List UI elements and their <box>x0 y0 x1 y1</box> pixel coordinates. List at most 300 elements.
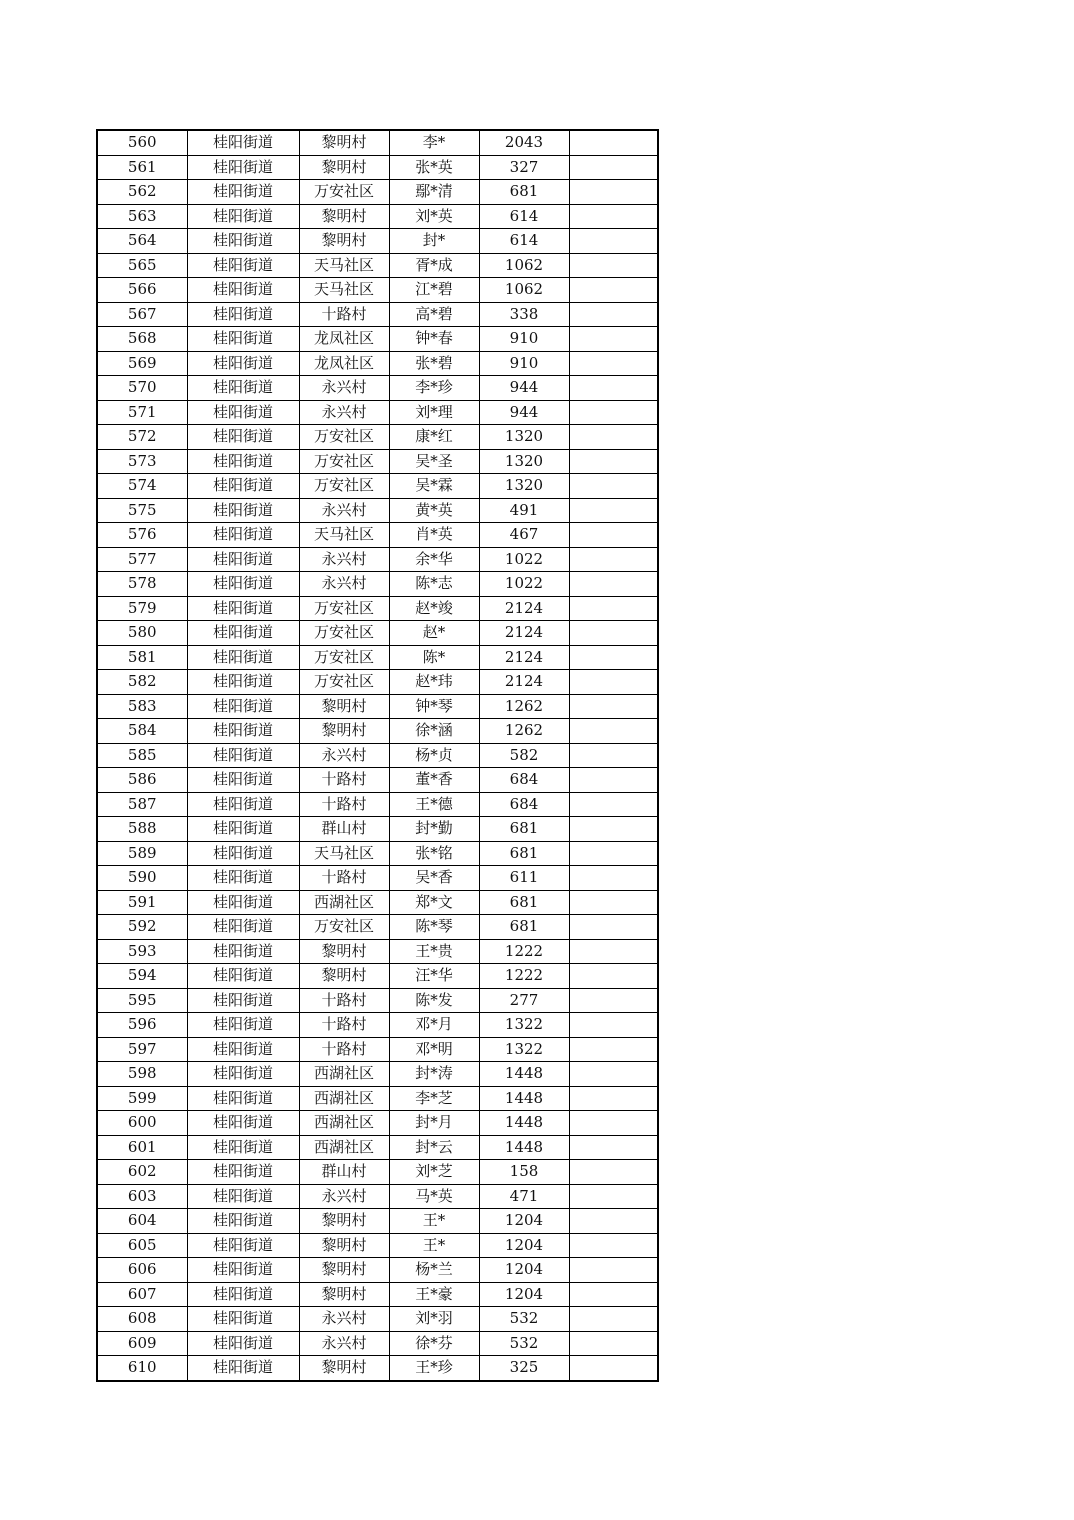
village-cell: 万安社区 <box>299 670 389 695</box>
serial-number-cell: 597 <box>97 1037 187 1062</box>
table-row <box>97 130 658 155</box>
village-cell: 黎明村 <box>299 964 389 989</box>
amount-cell: 1322 <box>479 1037 569 1062</box>
amount-cell: 1448 <box>479 1111 569 1136</box>
amount-cell: 471 <box>479 1184 569 1209</box>
name-cell: 赵*玮 <box>389 670 479 695</box>
amount-cell: 1320 <box>479 474 569 499</box>
village-cell: 万安社区 <box>299 915 389 940</box>
note-cell <box>569 670 658 695</box>
street-cell: 桂阳街道 <box>187 572 299 597</box>
serial-number-cell: 589 <box>97 841 187 866</box>
table-row <box>97 817 658 842</box>
village-cell: 黎明村 <box>299 1233 389 1258</box>
note-cell <box>569 1356 658 1381</box>
village-cell: 黎明村 <box>299 694 389 719</box>
serial-number-cell: 564 <box>97 229 187 254</box>
village-cell: 十路村 <box>299 792 389 817</box>
note-cell <box>569 939 658 964</box>
village-cell: 永兴村 <box>299 400 389 425</box>
amount-cell: 2124 <box>479 670 569 695</box>
village-cell: 天马社区 <box>299 278 389 303</box>
serial-number-cell: 581 <box>97 645 187 670</box>
amount-cell: 1448 <box>479 1086 569 1111</box>
serial-number-cell: 584 <box>97 719 187 744</box>
amount-cell: 910 <box>479 351 569 376</box>
village-cell: 万安社区 <box>299 621 389 646</box>
street-cell: 桂阳街道 <box>187 229 299 254</box>
village-cell: 永兴村 <box>299 376 389 401</box>
note-cell <box>569 915 658 940</box>
name-cell: 徐*芬 <box>389 1331 479 1356</box>
serial-number-cell: 603 <box>97 1184 187 1209</box>
note-cell <box>569 327 658 352</box>
serial-number-cell: 569 <box>97 351 187 376</box>
village-cell: 永兴村 <box>299 1184 389 1209</box>
serial-number-cell: 574 <box>97 474 187 499</box>
street-cell: 桂阳街道 <box>187 645 299 670</box>
village-cell: 黎明村 <box>299 1258 389 1283</box>
table-row <box>97 1184 658 1209</box>
note-cell <box>569 351 658 376</box>
table-row <box>97 645 658 670</box>
village-cell: 龙凤社区 <box>299 327 389 352</box>
table-row <box>97 890 658 915</box>
table-row <box>97 572 658 597</box>
table-row <box>97 1160 658 1185</box>
name-cell: 邓*月 <box>389 1013 479 1038</box>
amount-cell: 327 <box>479 155 569 180</box>
serial-number-cell: 594 <box>97 964 187 989</box>
note-cell <box>569 743 658 768</box>
name-cell: 李*芝 <box>389 1086 479 1111</box>
note-cell <box>569 498 658 523</box>
note-cell <box>569 1135 658 1160</box>
note-cell <box>569 130 658 155</box>
amount-cell: 1204 <box>479 1233 569 1258</box>
note-cell <box>569 1233 658 1258</box>
street-cell: 桂阳街道 <box>187 351 299 376</box>
table-row <box>97 694 658 719</box>
village-cell: 十路村 <box>299 1037 389 1062</box>
note-cell <box>569 1184 658 1209</box>
table-row <box>97 596 658 621</box>
name-cell: 赵* <box>389 621 479 646</box>
amount-cell: 338 <box>479 302 569 327</box>
data-table <box>96 129 659 1382</box>
note-cell <box>569 229 658 254</box>
amount-cell: 614 <box>479 204 569 229</box>
name-cell: 王*珍 <box>389 1356 479 1381</box>
table-row <box>97 229 658 254</box>
amount-cell: 1204 <box>479 1209 569 1234</box>
note-cell <box>569 1086 658 1111</box>
amount-cell: 614 <box>479 229 569 254</box>
street-cell: 桂阳街道 <box>187 964 299 989</box>
name-cell: 封*勤 <box>389 817 479 842</box>
street-cell: 桂阳街道 <box>187 817 299 842</box>
table-row <box>97 841 658 866</box>
note-cell <box>569 302 658 327</box>
amount-cell: 1062 <box>479 278 569 303</box>
amount-cell: 1222 <box>479 964 569 989</box>
name-cell: 郑*文 <box>389 890 479 915</box>
serial-number-cell: 567 <box>97 302 187 327</box>
name-cell: 封*涛 <box>389 1062 479 1087</box>
note-cell <box>569 523 658 548</box>
table-row <box>97 1233 658 1258</box>
note-cell <box>569 890 658 915</box>
amount-cell: 681 <box>479 890 569 915</box>
serial-number-cell: 583 <box>97 694 187 719</box>
table-row <box>97 621 658 646</box>
note-cell <box>569 841 658 866</box>
street-cell: 桂阳街道 <box>187 1160 299 1185</box>
note-cell <box>569 1282 658 1307</box>
name-cell: 刘*羽 <box>389 1307 479 1332</box>
village-cell: 西湖社区 <box>299 1062 389 1087</box>
street-cell: 桂阳街道 <box>187 792 299 817</box>
name-cell: 黄*英 <box>389 498 479 523</box>
village-cell: 黎明村 <box>299 204 389 229</box>
serial-number-cell: 593 <box>97 939 187 964</box>
name-cell: 邓*明 <box>389 1037 479 1062</box>
street-cell: 桂阳街道 <box>187 1037 299 1062</box>
name-cell: 徐*涵 <box>389 719 479 744</box>
village-cell: 西湖社区 <box>299 1135 389 1160</box>
amount-cell: 944 <box>479 400 569 425</box>
table-row <box>97 964 658 989</box>
table-row <box>97 1086 658 1111</box>
table-row <box>97 743 658 768</box>
note-cell <box>569 1037 658 1062</box>
street-cell: 桂阳街道 <box>187 498 299 523</box>
street-cell: 桂阳街道 <box>187 547 299 572</box>
village-cell: 十路村 <box>299 302 389 327</box>
village-cell: 黎明村 <box>299 939 389 964</box>
serial-number-cell: 599 <box>97 1086 187 1111</box>
note-cell <box>569 1209 658 1234</box>
note-cell <box>569 1062 658 1087</box>
amount-cell: 582 <box>479 743 569 768</box>
street-cell: 桂阳街道 <box>187 253 299 278</box>
name-cell: 胥*成 <box>389 253 479 278</box>
note-cell <box>569 988 658 1013</box>
street-cell: 桂阳街道 <box>187 621 299 646</box>
amount-cell: 1022 <box>479 572 569 597</box>
street-cell: 桂阳街道 <box>187 719 299 744</box>
street-cell: 桂阳街道 <box>187 1086 299 1111</box>
amount-cell: 491 <box>479 498 569 523</box>
name-cell: 钟*琴 <box>389 694 479 719</box>
table-row <box>97 1258 658 1283</box>
table-row <box>97 1356 658 1381</box>
name-cell: 封*月 <box>389 1111 479 1136</box>
serial-number-cell: 579 <box>97 596 187 621</box>
table-row <box>97 376 658 401</box>
amount-cell: 277 <box>479 988 569 1013</box>
table-row <box>97 1331 658 1356</box>
serial-number-cell: 586 <box>97 768 187 793</box>
street-cell: 桂阳街道 <box>187 449 299 474</box>
name-cell: 高*碧 <box>389 302 479 327</box>
street-cell: 桂阳街道 <box>187 1258 299 1283</box>
street-cell: 桂阳街道 <box>187 1209 299 1234</box>
amount-cell: 910 <box>479 327 569 352</box>
note-cell <box>569 376 658 401</box>
note-cell <box>569 204 658 229</box>
amount-cell: 1320 <box>479 425 569 450</box>
serial-number-cell: 566 <box>97 278 187 303</box>
amount-cell: 1262 <box>479 694 569 719</box>
table-row <box>97 253 658 278</box>
name-cell: 江*碧 <box>389 278 479 303</box>
serial-number-cell: 571 <box>97 400 187 425</box>
village-cell: 黎明村 <box>299 229 389 254</box>
serial-number-cell: 595 <box>97 988 187 1013</box>
name-cell: 李*珍 <box>389 376 479 401</box>
serial-number-cell: 562 <box>97 180 187 205</box>
street-cell: 桂阳街道 <box>187 1331 299 1356</box>
serial-number-cell: 592 <box>97 915 187 940</box>
table-row <box>97 670 658 695</box>
street-cell: 桂阳街道 <box>187 1184 299 1209</box>
name-cell: 陈*志 <box>389 572 479 597</box>
street-cell: 桂阳街道 <box>187 768 299 793</box>
note-cell <box>569 547 658 572</box>
amount-cell: 1322 <box>479 1013 569 1038</box>
street-cell: 桂阳街道 <box>187 425 299 450</box>
village-cell: 西湖社区 <box>299 1111 389 1136</box>
village-cell: 黎明村 <box>299 155 389 180</box>
table-row <box>97 988 658 1013</box>
note-cell <box>569 1331 658 1356</box>
serial-number-cell: 563 <box>97 204 187 229</box>
amount-cell: 684 <box>479 792 569 817</box>
name-cell: 吴*香 <box>389 866 479 891</box>
amount-cell: 1204 <box>479 1282 569 1307</box>
village-cell: 永兴村 <box>299 572 389 597</box>
street-cell: 桂阳街道 <box>187 327 299 352</box>
street-cell: 桂阳街道 <box>187 988 299 1013</box>
serial-number-cell: 582 <box>97 670 187 695</box>
serial-number-cell: 578 <box>97 572 187 597</box>
amount-cell: 681 <box>479 817 569 842</box>
serial-number-cell: 608 <box>97 1307 187 1332</box>
table-row <box>97 1282 658 1307</box>
serial-number-cell: 560 <box>97 130 187 155</box>
village-cell: 西湖社区 <box>299 1086 389 1111</box>
amount-cell: 1222 <box>479 939 569 964</box>
village-cell: 十路村 <box>299 988 389 1013</box>
amount-cell: 2124 <box>479 621 569 646</box>
table-row <box>97 792 658 817</box>
street-cell: 桂阳街道 <box>187 1282 299 1307</box>
serial-number-cell: 602 <box>97 1160 187 1185</box>
note-cell <box>569 866 658 891</box>
village-cell: 黎明村 <box>299 1209 389 1234</box>
village-cell: 万安社区 <box>299 645 389 670</box>
street-cell: 桂阳街道 <box>187 743 299 768</box>
amount-cell: 681 <box>479 180 569 205</box>
street-cell: 桂阳街道 <box>187 1356 299 1381</box>
name-cell: 杨*贞 <box>389 743 479 768</box>
serial-number-cell: 570 <box>97 376 187 401</box>
table-row <box>97 1307 658 1332</box>
amount-cell: 1062 <box>479 253 569 278</box>
street-cell: 桂阳街道 <box>187 841 299 866</box>
table-row <box>97 768 658 793</box>
name-cell: 张*英 <box>389 155 479 180</box>
amount-cell: 681 <box>479 915 569 940</box>
name-cell: 赵*竣 <box>389 596 479 621</box>
village-cell: 十路村 <box>299 866 389 891</box>
amount-cell: 325 <box>479 1356 569 1381</box>
serial-number-cell: 606 <box>97 1258 187 1283</box>
table-row <box>97 425 658 450</box>
note-cell <box>569 1160 658 1185</box>
table-row <box>97 1037 658 1062</box>
serial-number-cell: 590 <box>97 866 187 891</box>
table-row <box>97 180 658 205</box>
village-cell: 永兴村 <box>299 1307 389 1332</box>
serial-number-cell: 572 <box>97 425 187 450</box>
table-row <box>97 1209 658 1234</box>
serial-number-cell: 600 <box>97 1111 187 1136</box>
note-cell <box>569 792 658 817</box>
note-cell <box>569 425 658 450</box>
table-row <box>97 915 658 940</box>
note-cell <box>569 719 658 744</box>
table-row <box>97 474 658 499</box>
name-cell: 董*香 <box>389 768 479 793</box>
table-row <box>97 400 658 425</box>
note-cell <box>569 400 658 425</box>
table-row <box>97 204 658 229</box>
table-row <box>97 547 658 572</box>
village-cell: 黎明村 <box>299 1356 389 1381</box>
village-cell: 永兴村 <box>299 547 389 572</box>
serial-number-cell: 575 <box>97 498 187 523</box>
amount-cell: 2043 <box>479 130 569 155</box>
amount-cell: 1448 <box>479 1062 569 1087</box>
street-cell: 桂阳街道 <box>187 670 299 695</box>
village-cell: 永兴村 <box>299 498 389 523</box>
amount-cell: 2124 <box>479 645 569 670</box>
serial-number-cell: 568 <box>97 327 187 352</box>
note-cell <box>569 694 658 719</box>
village-cell: 永兴村 <box>299 743 389 768</box>
note-cell <box>569 278 658 303</box>
name-cell: 康*红 <box>389 425 479 450</box>
street-cell: 桂阳街道 <box>187 1135 299 1160</box>
amount-cell: 1022 <box>479 547 569 572</box>
street-cell: 桂阳街道 <box>187 866 299 891</box>
name-cell: 肖*英 <box>389 523 479 548</box>
name-cell: 汪*华 <box>389 964 479 989</box>
street-cell: 桂阳街道 <box>187 1111 299 1136</box>
table-row <box>97 719 658 744</box>
name-cell: 封*云 <box>389 1135 479 1160</box>
name-cell: 余*华 <box>389 547 479 572</box>
village-cell: 黎明村 <box>299 130 389 155</box>
amount-cell: 944 <box>479 376 569 401</box>
name-cell: 张*铭 <box>389 841 479 866</box>
note-cell <box>569 572 658 597</box>
name-cell: 吴*圣 <box>389 449 479 474</box>
amount-cell: 532 <box>479 1331 569 1356</box>
table-row <box>97 939 658 964</box>
note-cell <box>569 817 658 842</box>
table-body <box>97 130 658 1381</box>
street-cell: 桂阳街道 <box>187 180 299 205</box>
village-cell: 万安社区 <box>299 180 389 205</box>
serial-number-cell: 561 <box>97 155 187 180</box>
amount-cell: 681 <box>479 841 569 866</box>
serial-number-cell: 610 <box>97 1356 187 1381</box>
name-cell: 刘*理 <box>389 400 479 425</box>
amount-cell: 467 <box>479 523 569 548</box>
table-row <box>97 351 658 376</box>
street-cell: 桂阳街道 <box>187 278 299 303</box>
table-row <box>97 302 658 327</box>
serial-number-cell: 609 <box>97 1331 187 1356</box>
name-cell: 钟*春 <box>389 327 479 352</box>
street-cell: 桂阳街道 <box>187 939 299 964</box>
amount-cell: 2124 <box>479 596 569 621</box>
amount-cell: 684 <box>479 768 569 793</box>
table-row <box>97 1062 658 1087</box>
village-cell: 西湖社区 <box>299 890 389 915</box>
serial-number-cell: 576 <box>97 523 187 548</box>
street-cell: 桂阳街道 <box>187 400 299 425</box>
amount-cell: 1262 <box>479 719 569 744</box>
village-cell: 天马社区 <box>299 523 389 548</box>
name-cell: 封* <box>389 229 479 254</box>
note-cell <box>569 253 658 278</box>
note-cell <box>569 596 658 621</box>
table-row <box>97 327 658 352</box>
name-cell: 陈* <box>389 645 479 670</box>
name-cell: 陈*发 <box>389 988 479 1013</box>
street-cell: 桂阳街道 <box>187 155 299 180</box>
street-cell: 桂阳街道 <box>187 302 299 327</box>
street-cell: 桂阳街道 <box>187 523 299 548</box>
village-cell: 天马社区 <box>299 841 389 866</box>
street-cell: 桂阳街道 <box>187 1307 299 1332</box>
serial-number-cell: 596 <box>97 1013 187 1038</box>
serial-number-cell: 577 <box>97 547 187 572</box>
name-cell: 刘*英 <box>389 204 479 229</box>
village-cell: 十路村 <box>299 1013 389 1038</box>
name-cell: 王*豪 <box>389 1282 479 1307</box>
serial-number-cell: 588 <box>97 817 187 842</box>
note-cell <box>569 474 658 499</box>
serial-number-cell: 565 <box>97 253 187 278</box>
serial-number-cell: 604 <box>97 1209 187 1234</box>
amount-cell: 532 <box>479 1307 569 1332</box>
note-cell <box>569 449 658 474</box>
table-row <box>97 1135 658 1160</box>
table-row <box>97 498 658 523</box>
street-cell: 桂阳街道 <box>187 376 299 401</box>
note-cell <box>569 768 658 793</box>
name-cell: 张*碧 <box>389 351 479 376</box>
serial-number-cell: 607 <box>97 1282 187 1307</box>
village-cell: 群山村 <box>299 1160 389 1185</box>
village-cell: 龙凤社区 <box>299 351 389 376</box>
street-cell: 桂阳街道 <box>187 1013 299 1038</box>
